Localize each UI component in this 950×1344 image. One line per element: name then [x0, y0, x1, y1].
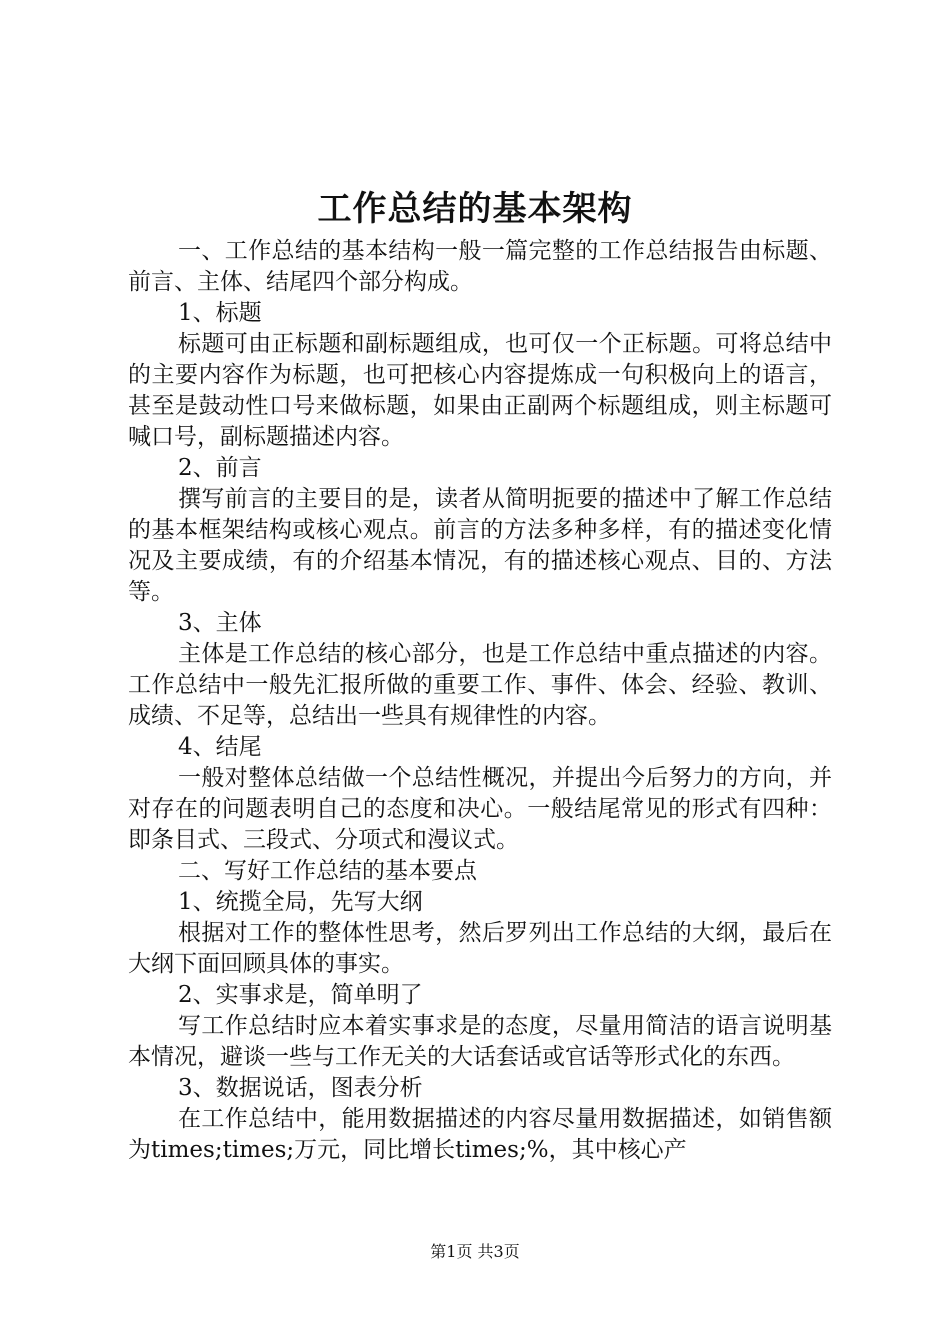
document-body [128, 236, 832, 1166]
heading-preface: 2、前言 [178, 455, 262, 481]
page-number-footer: 第1页 共3页 [430, 1242, 520, 1261]
heading-outline: 1、统揽全局，先写大纲 [178, 889, 423, 915]
heading-data: 3、数据说话，图表分析 [178, 1075, 423, 1101]
paragraph-section-1-intro: 一、工作总结的基本结构一般一篇完整的工作总结报告由标题、前言、主体、结尾四个部分构成。 [128, 238, 832, 295]
paragraph-factual: 写工作总结时应本着实事求是的态度，尽量用简洁的语言说明基本情况，避谈一些与工作无关的大话套话或官话等形式化的东西。 [128, 1013, 832, 1070]
paragraph-outline: 根据对工作的整体性思考，然后罗列出工作总结的大纲，最后在大纲下面回顾具体的事实。 [128, 920, 832, 977]
document-title: 工作总结的基本架构 [317, 189, 633, 229]
heading-factual: 2、实事求是，简单明了 [178, 982, 423, 1008]
paragraph-ending: 一般对整体总结做一个总结性概况，并提出今后努力的方向，并对存在的问题表明自己的态度和决心。一般结尾常见的形式有四种：即条目式、三段式、分项式和漫议式。 [128, 765, 832, 853]
heading-section-2: 二、写好工作总结的基本要点 [178, 858, 477, 884]
heading-ending: 4、结尾 [178, 734, 262, 760]
heading-body: 3、主体 [178, 610, 262, 636]
paragraph-title: 标题可由正标题和副标题组成，也可仅一个正标题。可将总结中的主要内容作为标题，也可把核心内容提炼成一句积极向上的语言，甚至是鼓动性口号来做标题，如果由正副两个标题组成，则主标题可喊口号，副标题描述内容。 [128, 331, 832, 450]
paragraph-data: 在工作总结中，能用数据描述的内容尽量用数据描述，如销售额为times;times;万元，同比增长times;%，其中核心产 [128, 1106, 832, 1163]
paragraph-body: 主体是工作总结的核心部分，也是工作总结中重点描述的内容。工作总结中一般先汇报所做的重要工作、事件、体会、经验、教训、成绩、不足等，总结出一些具有规律性的内容。 [128, 641, 832, 729]
paragraph-preface: 撰写前言的主要目的是，读者从简明扼要的描述中了解工作总结的基本框架结构或核心观点。前言的方法多种多样，有的描述变化情况及主要成绩，有的介绍基本情况，有的描述核心观点、目的、方法等。 [128, 486, 832, 605]
heading-title: 1、标题 [178, 300, 262, 326]
